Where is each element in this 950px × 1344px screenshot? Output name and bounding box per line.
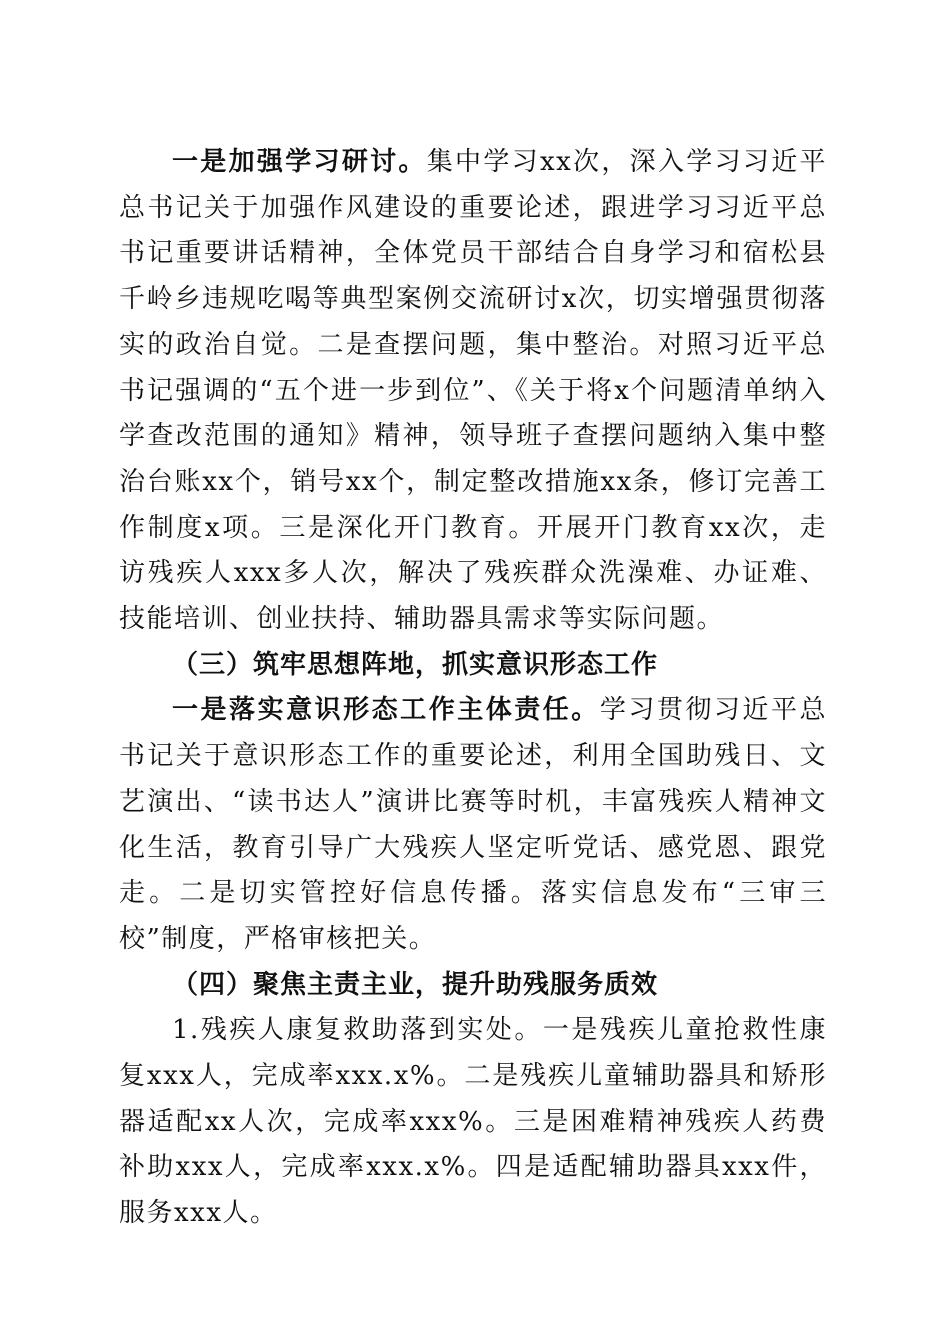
document-body xyxy=(119,140,827,1237)
paragraph-lead: 一是加强学习研讨。 xyxy=(172,147,427,177)
paragraph-study-rectify-educate xyxy=(119,140,827,643)
paragraph-lead: 一是落实意识形态工作主体责任。 xyxy=(172,695,600,726)
paragraph-text: 1.残疾人康复救助落到实处。一是残疾儿童抢救性康复xxx人，完成率xxx.x%。二是残疾儿童辅助器具和矫形器适配xx人次，完成率xxx%。三是困难精神残疾人药费补助xxx人，完成率xxx.x%。四是适配辅助器具xxx件，服务xxx人。 xyxy=(119,1015,827,1229)
paragraph-ideology xyxy=(119,688,827,962)
paragraph-rehabilitation xyxy=(119,1008,827,1237)
section-heading-3: （三）筑牢思想阵地，抓实意识形态工作 xyxy=(172,649,659,680)
paragraph-text: 学习贯彻习近平总书记关于意识形态工作的重要论述，利用全国助残日、文艺演出、“读书达人”演讲比赛等时机，丰富残疾人精神文化生活，教育引导广大残疾人坚定听党话、感党恩、跟党走。二是切实管控好信息传播。落实信息发布“三审三校”制度，严格审核把关。 xyxy=(119,695,827,954)
paragraph-text: 集中学习xx次，深入学习习近平总书记关于加强作风建设的重要论述，跟进学习习近平总书记重要讲话精神，全体党员干部结合自身学习和宿松县千岭乡违规吃喝等典型案例交流研讨x次，切实增强贯彻落实的政治自觉。二是查摆问题，集中整治。对照习近平总书记强调的“五个进一步到位”、《关于将x个问题清单纳入学查改范围的通知》精神，领导班子查摆问题纳入集中整治台账xx个，销号xx个，制定整改措施xx条，修订完善工作制度x项。三是深化开门教育。开展开门教育xx次，走访残疾人xxx多人次，解决了残疾群众洗澡难、办证难、技能培训、创业扶持、辅助器具需求等实际问题。 xyxy=(119,147,827,635)
section-heading-4: （四）聚焦主责主业，提升助残服务质效 xyxy=(172,969,659,1000)
